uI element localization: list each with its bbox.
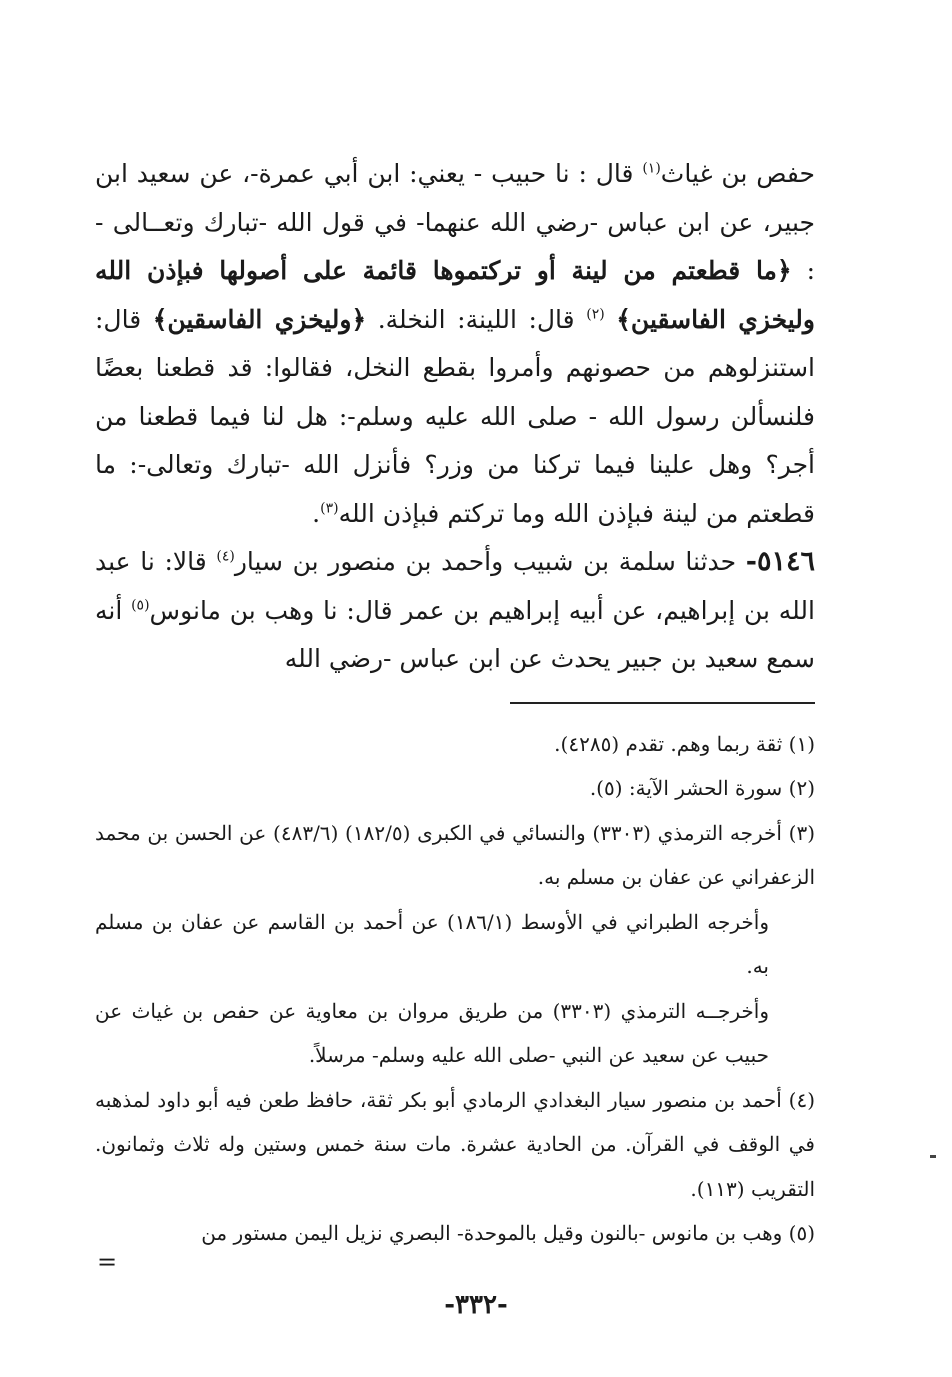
hadith-paragraph: [95, 538, 815, 684]
continuation-mark: =: [97, 1247, 118, 1276]
footnote-ref-1: (١): [642, 160, 661, 177]
quran-verse-2: ﴿وليخزي الفاسقين﴾: [152, 304, 367, 334]
footnote-ref-2: (٢): [586, 306, 605, 323]
footnote-4: (٤) أحمد بن منصور سيار البغدادي الرمادي أبو بكر ثقة، حافظ طعن فيه أبو داود لمذهبه في الوقف في القرآن. من الحادية عشرة. مات سنة خمس وستين وله ثلاث وثمانون. التقريب (١١٣).: [95, 1087, 815, 1201]
page-number: -٣٣٢-: [444, 1290, 508, 1320]
footnote-2: (٢) سورة الحشر الآية: (٥).: [589, 776, 815, 800]
text-run: .: [312, 498, 321, 528]
footnote-separator: [510, 702, 815, 704]
footnote-1: (١) ثقة ربما وهم. تقدم (٤٢٨٥).: [554, 731, 815, 756]
footnote-5: (٥) وهب بن مانوس -بالنون وقيل بالموحدة- البصري نزيل اليمن مستور من: [201, 1221, 815, 1245]
text-run: حدثنا سلمة بن شبيب وأحمد بن منصور بن سيار: [234, 547, 746, 576]
text-run: قال: اللينة: النخلة.: [366, 304, 587, 334]
hadith-number: ٥١٤٦-: [745, 546, 815, 577]
text-run: قال: استنزلوهم من حصونهم وأمروا بقطع النخل، فقالوا: قد قطعنا بعضًا فلنسألن رسول الله - صلى الله عليه وسلم-: هل لنا فيما قطعنا من أجر؟ وهل علينا فيما تركنا من وزر؟ فأنزل الله -تبارك وتعالى-: ما قطعتم من لينة فبإذن الله وما تركتم فبإذن الله: [95, 304, 815, 528]
footnote-ref-3: (٣): [320, 500, 339, 517]
main-paragraph: [95, 150, 815, 538]
footnote-ref-4: (٤): [216, 548, 235, 565]
main-text: [95, 150, 815, 684]
footnote-ref-5: (٥): [131, 597, 150, 614]
text-run: قال : نا حبيب - يعني: ابن أبي عمرة-، عن سعيد ابن جبير، عن ابن عباس -رضي الله عنهما- في قول الله -تبارك وتعــالى - :: [95, 159, 815, 285]
quran-verse: ﴿ما قطعتم من لينة أو تركتموها قائمة على أصولها فبإذن الله وليخزي الفاسقين﴾: [95, 256, 815, 334]
footnote-3-continued-2: وأخرجــه الترمذي (٣٣٠٣) من طريق مروان بن معاوية عن حفص بن غياث عن حبيب عن سعيد عن النبي -صلى الله عليه وسلم- مرسلاً.: [95, 998, 769, 1067]
margin-mark: [930, 1155, 936, 1158]
footnote-3-continued: وأخرجه الطبراني في الأوسط (١٨٦/١) عن أحمد بن القاسم عن عفان بن مسلم به.: [95, 909, 769, 978]
text-run: أنه سمع سعيد بن جبير يحدث عن ابن عباس -رضي الله: [95, 595, 815, 673]
footnote-3: (٣) أخرجه الترمذي (٣٣٠٣) والنسائي في الكبرى (١٨٢/٥) (٤٨٣/٦) عن الحسن بن محمد الزعفراني عن عفان بن مسلم به.: [95, 820, 816, 889]
footnotes: [95, 722, 816, 1276]
text-run: قالا: نا عبد الله بن إبراهيم، عن أبيه إبراهيم بن عمر قال: نا وهب بن مانوس: [95, 547, 815, 625]
page-body: [95, 150, 816, 1276]
text-run: حفص بن غياث: [660, 159, 815, 188]
